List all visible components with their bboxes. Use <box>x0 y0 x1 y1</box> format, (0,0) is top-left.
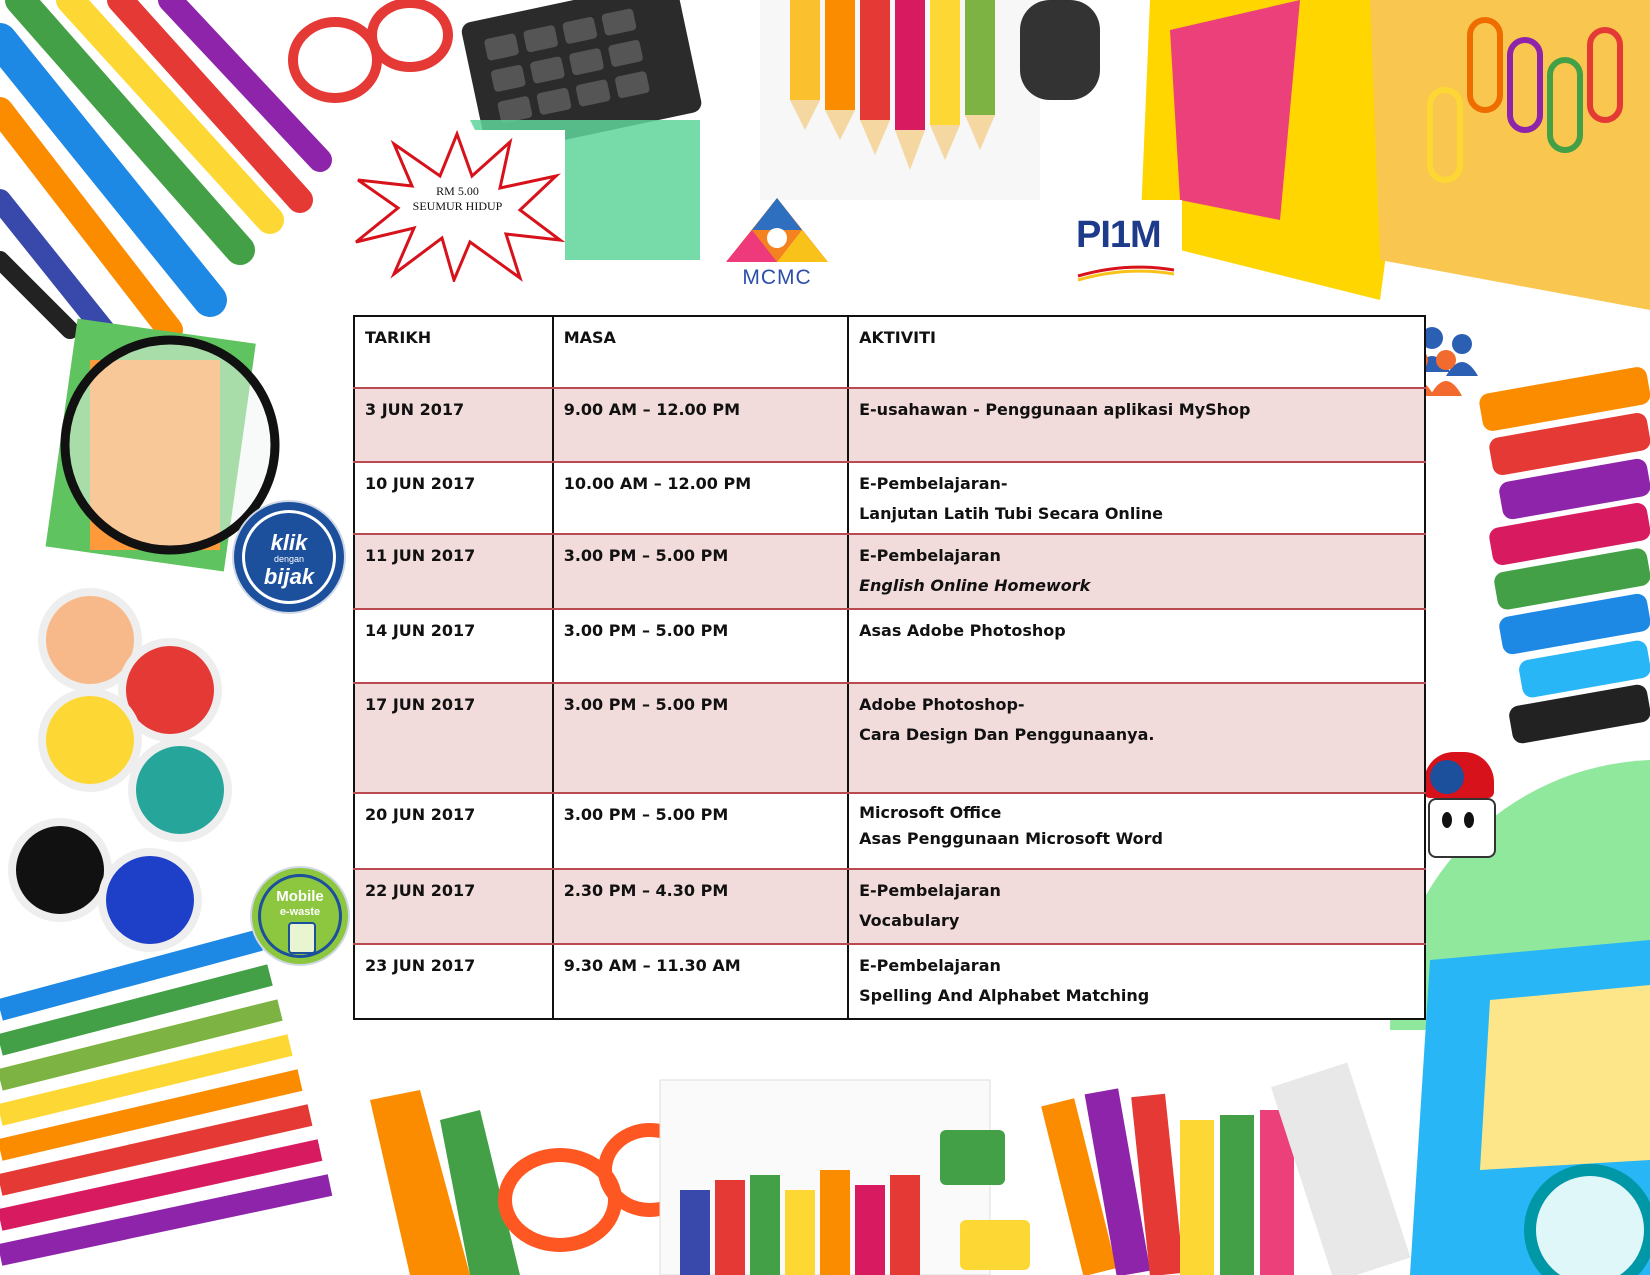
table-row <box>354 462 1425 534</box>
mobile-ewaste-badge <box>252 868 348 964</box>
time-cell: 3.00 PM – 5.00 PM <box>553 534 848 609</box>
activity-cell <box>848 683 1425 793</box>
time-cell: 10.00 AM – 12.00 PM <box>553 462 848 534</box>
date-cell: 11 JUN 2017 <box>354 534 553 609</box>
activity-cell <box>848 388 1425 462</box>
header-masa: MASA <box>553 316 848 388</box>
time-cell: 3.00 PM – 5.00 PM <box>553 609 848 683</box>
time-cell: 3.00 PM – 5.00 PM <box>553 793 848 869</box>
header-tarikh: TARIKH <box>354 316 553 388</box>
bijak-label: bijak <box>263 564 315 589</box>
activity-cell <box>848 869 1425 944</box>
activity-line: Spelling And Alphabet Matching <box>859 986 1150 1005</box>
activity-cell <box>848 793 1425 869</box>
activity-line: E-Pembelajaran <box>859 546 1001 565</box>
table-row <box>354 793 1425 869</box>
activity-line: E-Pembelajaran- <box>859 474 1008 493</box>
table-row <box>354 534 1425 609</box>
pi1m-logo <box>1070 200 1182 288</box>
activity-cell <box>848 944 1425 1019</box>
date-cell: 3 JUN 2017 <box>354 388 553 462</box>
klik-dengan-bijak-badge <box>234 502 344 612</box>
mcmc-label: MCMC <box>742 266 812 289</box>
activity-line: Asas Adobe Photoshop <box>859 621 1066 640</box>
mobile-label: Mobile <box>276 888 324 905</box>
activity-line: E-Pembelajaran <box>859 881 1001 900</box>
date-cell: 17 JUN 2017 <box>354 683 553 793</box>
mcmc-emblem-icon <box>706 196 848 266</box>
mcmc-logo <box>706 196 848 292</box>
date-cell: 20 JUN 2017 <box>354 793 553 869</box>
time-cell: 9.30 AM – 11.30 AM <box>553 944 848 1019</box>
klik-label: klik <box>270 530 308 555</box>
header-aktiviti: AKTIVITI <box>848 316 1425 388</box>
table-row <box>354 683 1425 793</box>
phone-icon <box>288 922 316 954</box>
table-row <box>354 388 1425 462</box>
activity-line: Adobe Photoshop- <box>859 695 1025 714</box>
table-row <box>354 944 1425 1019</box>
time-cell: 9.00 AM – 12.00 PM <box>553 388 848 462</box>
date-cell: 22 JUN 2017 <box>354 869 553 944</box>
promo-duration: SEUMUR HIDUP <box>412 199 503 213</box>
activity-cell <box>848 609 1425 683</box>
schedule-table <box>353 315 1426 1020</box>
table-row <box>354 869 1425 944</box>
klik-bijak-mascot <box>1424 752 1494 862</box>
ewaste-label: e-waste <box>279 906 321 918</box>
pi1m-swoosh-icon <box>1076 262 1176 282</box>
table-row <box>354 609 1425 683</box>
activity-line: Vocabulary <box>859 911 960 930</box>
activity-cell <box>848 534 1425 609</box>
time-cell: 3.00 PM – 5.00 PM <box>553 683 848 793</box>
activity-line: Asas Penggunaan Microsoft Word <box>859 829 1163 848</box>
date-cell: 14 JUN 2017 <box>354 609 553 683</box>
activity-line: Cara Design Dan Penggunaanya. <box>859 725 1155 744</box>
activity-line: English Online Homework <box>859 576 1091 595</box>
activity-line: Microsoft Office <box>859 803 1002 822</box>
time-cell: 2.30 PM – 4.30 PM <box>553 869 848 944</box>
dengan-label: dengan <box>273 554 305 564</box>
promo-price: RM 5.00 <box>436 184 479 198</box>
activity-cell <box>848 462 1425 534</box>
date-cell: 10 JUN 2017 <box>354 462 553 534</box>
activity-line: E-Pembelajaran <box>859 956 1001 975</box>
activity-line: E-usahawan - Penggunaan aplikasi MyShop <box>859 400 1251 419</box>
table-header-row <box>354 316 1425 388</box>
price-promo-badge <box>350 130 565 282</box>
activity-line: Lanjutan Latih Tubi Secara Online <box>859 504 1164 523</box>
pi1m-label: PI1M <box>1076 214 1161 256</box>
date-cell: 23 JUN 2017 <box>354 944 553 1019</box>
